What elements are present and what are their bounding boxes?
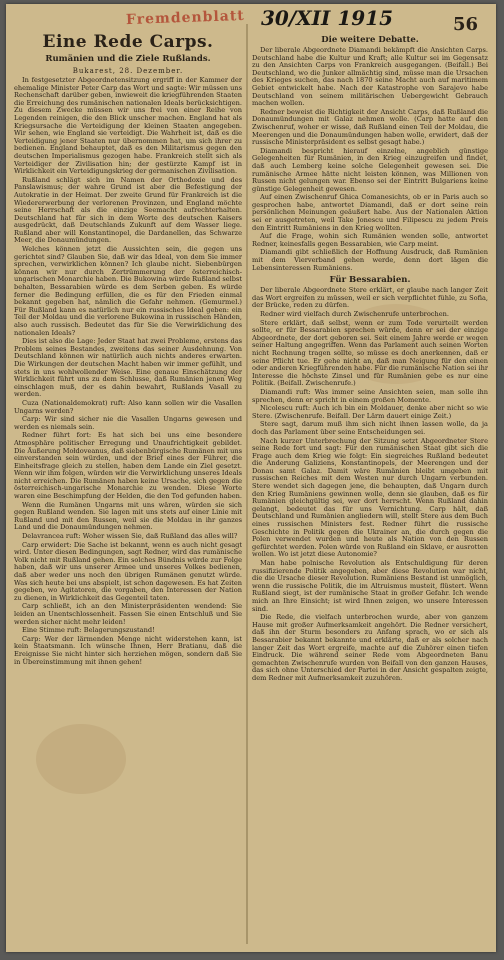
paragraph: Redner führt fort: Es hat sich bei uns eine besondere Atmosphäre politischer Erregung und Unaufrichtigkeit gebildet. Die Äußerung Mołdoveanus, daß siebenbürgische Rumänen mit uns einverstanden sein würden, und der Brief eines der Führer, die Einheitsfrage gleich zu stellen, haben dem Lande ein Ziel gesetzt. Wenn wir ihm folgen, würden wir die Verwirklichung unseres Ideals nicht erreichen. Die Rumänen haben keine Ursache, sich gegen die österreichisch-ungarische Monarchie zu wenden. Diese Worte waren eine Beschimpfung der Helden, die den Tod gefunden haben. (14, 431, 242, 501)
paragraph: Cuza (Nationaldemokrat) ruft: Also kann sollen wir die Vasallen Ungarns werden? (14, 398, 242, 415)
paragraph: Die Rede, die vielfach unterbrochen wurde, aber von ganzem Hause mit großer Aufmerksamkeit angehört. Die Redner versichert, daß ihn der Sturm besonders zu Anfang sprach, wo er sich als Bessarabier bekannt bekannte und erklärte, daß er als solcher nach langer Zeit das Wort ergreife, machte auf die Zuhörer einen tiefen Eindruck. Die während seiner Rede vom Abgeordneten Banu gemachten Zwischenrufe wurden von Beifall von den ganzen Hauses, das sich ohne Unterschied der Partei in der Ansicht gespalten zeigte, dem Redner mit Aufmerksamkeit zuzuhören. (252, 613, 488, 682)
paragraph: Der liberale Abgeordnete Stere erklärt, er glaube nach langer Zeit das Wort ergreifen zu müssen, weil er sich verpflichtet fühle, zu Sofia, der Brücke, reden zu dürfen. (252, 286, 488, 310)
article-dateline: Bukarest, 28. Dezember. (72, 67, 184, 75)
paragraph: Dies ist also die Lage: Jeder Staat hat zwei Probleme, erstens das Problem seines Bestandes, zweitens das seiner Ausdehnung. Von Deutschland können wir natürlich auch nichts anderes erwarten. Die Wirkungen der deutschen Macht haben wir immer gefühlt, und stets in uns wohlwollender Weise. Eine genaue Einschätzung der Wirklichkeit führt uns zu dem Schlusse, daß Rumänien jenen Weg einschlagen muß, der es dahin bewahrt, Rußlands Vasall zu werden. (14, 337, 242, 399)
page-number: 56 (453, 14, 479, 35)
article-headline: Eine Rede Carps. (42, 32, 214, 52)
paragraph: Carp: Wir sind sicher nie die Vasallen Ungarns gewesen und werden es niemals sein. (14, 415, 242, 431)
paragraph: Nicolescu ruft: Auch ich bin ein Moldauer, denke aber nicht so wie Stere. (Zwischenrufe. Beifall. Der Lärm dauert einige Zeit.) (252, 404, 488, 420)
paragraph: Stere erklärt, daß selbst, wenn er zum Tode verurteilt werden sollte, er für Bessarabien sprechen würde, denn er sei der einzige Abgeordnete, der dort geboren sei. Seit einem Jahre werde er wegen seiner Haltung angegriffen. Wenn das Parlament auch seinen Worten nicht Rechnung tragen sollte, so müsse es doch anerkennen, daß er seine Pflicht tue. Er gehe nicht an, daß man Neigung für den einen oder anderen Kriegführenden habe. Für die rumänische Nation sei ihr Interesse die höchste Zinsel und für Rumänien gebe es nur eine Politik. (Beifall. Zwischenrufe.) (252, 318, 488, 388)
paragraph: Carp: Wer der lärmenden Menge nicht widerstehen kann, ist kein Staatsmann. Ich wünsche Ihnen, Herr Bratianu, daß die Ereignisse Sie nicht hinter sich herziehen mögen, sondern daß Sie in Übereinstimmung mit ihnen gehen! (14, 634, 242, 666)
paragraph: Diamandi gibt schließlich der Hoffnung Ausdruck, daß Rumänien mit dem Vierverband gehen werde, denn dort lägen die Lebensinteressen Rumäniens. (252, 248, 488, 272)
paragraph: Auf die Frage, wohin sich Rumänien wenden solle, antwortet Redner, keinesfalls gegen Bessarabien, wie Carp meint. (252, 232, 488, 248)
paragraph: Der liberale Abgeordnete Diamandi bekämpft die Ansichten Carps. Deutschland habe die Kultur und Kraft; alle Kultur sei im Gegensatz zu den Ansichten Carps von Frankreich ausgegangen. (Beifall.) Bei Deutschland, wo die Junker allmächtig sind, müsse man die Ursachen des Krieges suchen, das nach 1870 seine Macht auch auf maritimem Gebiet entwickelt habe. Nach der Katastrophe von Sarajevo habe Deutschland von seinem militärischen Uebergewicht Gebrauch machen wollen. (252, 46, 488, 108)
section-title-debate: Die weitere Debatte. (321, 35, 419, 45)
paragraph: Redner beweist die Richtigkeit der Ansicht Carps, daß Rußland die Donaumündungen mit Galaz nehmen wolle. (Carp hatte auf den Zwischenruf, woher er wisse, daß Rußland einen Teil der Moldau, die Meerengen und die Donaumündungen haben wolle, erwidert, daß der russische Ministerpräsident es selbst gesagt habe.) (252, 107, 488, 147)
clipping-sheet (6, 4, 496, 952)
section-title-bessarabia: Für Bessarabien. (329, 275, 411, 286)
paragraph: Auf einen Zwischenruf Ghica Comanesichts, ob er in Paris auch so gesprochen habe, antwortet Diamandi, daß er dort seine rein persönlichen Meinungen geäußert habe. Aus der Nationalen Aktion sei er ausgetreten, weil Take Jonescu und Filipescu zu jedem Preis den Eintritt Rumäniens in den Krieg wollten. (252, 193, 488, 232)
paragraph: Nach kurzer Unterbrechung der Sitzung setzt Abgeordneter Stere seine Rede fort und sagt: Für den rumänischen Staat gibt sich die Frage auch dem Krieg wie folgt: Ein siegreiches Rußland bedeutet die Anderung Galiziens, Konstantinopels, der Meerengen und der Donau samt Galaz. Damit wäre Rumänien bleibt umgeben mit russischen Reiches mit dem Westen nur durch Ungarn verbunden. Stere wendet sich dagegen jene, die behaupten, daß Ungarn durch den Krieg Rumäniens gewinnen wolle, denn sie glauben, daß es für Rumänien gleichgültig sei, wer dort herrscht. Wenn Rußland dahin gelangt, bedeutet das für uns Vernichtung. Carp hält, daß Deutschland und Rumänien angliedern will, stellt Stere aus dem Buch eines russischen Ministers fest. Redner führt die russische Geschichte in Politik gegen die Ukrainer an, die durch gegen die Polen verwendet wurden und heute als Nation von den Russen gefürchtet werden. Polen würde von Rußland ein Sklave, er ausrotten wollen. Wo ist jetzt diese Autonomie? (252, 436, 488, 559)
paragraph: In festgesetzter Abgeordnetensitzung ergriff in der Kammer der ehemalige Minister Peter Carp das Wort und sagte: Wir müssen uns Rechenschaft darüber geben, inwieweit die kriegführenden Staaten die Erreichung des rumänischen nationalen Ideals berücksichtigen. Zu diesem Zwecke müssen wir uns frei von einer Reihe von Legenden reinigen, die den Blick unscher machen. England hat als Kriegsursache die Verteidigung der kleinen Staaten angegeben. Wir sehen, wie England sie verteidigt. Die Wahrheit ist, daß es die Verteidigung jener Staaten nur übernommen hat, um sich ihrer zu bedienen. England behauptet, daß es den Militarismus gegen den deutschen Imperialismus gezogen habe. Frankreich stellt sich als Verteidiger der Zivilisation hin; der gestürzte Kampf ist in Wirklichkeit ein Verteidigungskrieg der germanischen Zivilisation. (14, 76, 242, 176)
paragraph: Man habe polnische Revolution als Entschuldigung für deren russifizierende Politik angegeben, aber diese Revolution war nicht, die die Ursache dieser Revolution. Rumäniens Bestand ist unmöglich, wenn die russische Politik, die im Altruismus musteit, flüstert. Wenn Rußland siegt, ist der rumänische Staat in großer Gefahr. Ich wende mich an Ihre Einsicht; ist wird Ihnen zeigen, wo unsere Interessen sind. (252, 559, 488, 613)
paragraph: Delavrancea ruft: Woher wissen Sie, daß Rußland das alles will? (22, 532, 238, 541)
column-fold (246, 24, 248, 944)
paragraph: Wenn die Rumänen Ungarns mit uns wären, würden sie sich gegen Rußland wenden. Sie lagen mit uns stets auf einer Linie mit Rußland und mit den Russen, weil sie die Moldau in ihr ganzes Land und die Donaumündungen nehmen. (14, 500, 242, 532)
paragraph: Diamandi bespricht hierauf einzelne, angeblich günstige Gelegenheiten für Rumänien, in den Krieg einzugreifen und findet, daß auch Lemberg keine solche Gelegenheit gewesen sei. Die rumänische Armee hätte nicht leisten können, was Millionen von Russen nicht gelungen war. Ebenso sei der Eintritt Bulgariens keine günstige Gelegenheit gewesen. (252, 146, 488, 193)
paragraph: Carp schließt, ich an den Ministerpräsidenten wendend: Sie leiden an Unentschlossenheit. Fassen Sie einen Entschluß und Sie werden sicher nicht mehr leiden! (14, 602, 242, 626)
paragraph: Redner wird vielfach durch Zwischenrufe unterbrochen. (260, 310, 449, 318)
newspaper-stamp: Fremdenblatt (125, 7, 246, 29)
article-subheadline: Rumänien und die Ziele Rußlands. (45, 54, 211, 64)
paragraph: Eine Stimme ruft: Belagerungszustand! (22, 626, 155, 635)
handwritten-date: 30/XII 1915 (261, 6, 393, 30)
paragraph: Rußland schlägt sich im Namen der Orthodoxie und des Panslawismus; der wahre Grund ist aber die Befestigung der Autokratie in der Heimat. Der zweite Grund für Frankreich ist die Wiedererwerbung der verlorenen Provinzen, und England möchte seine Herrschaft als die einzige Seemacht aufrechterhalten. Deutschland hat für sich in dem Worte des deutschen Kaisers ausgedrückt, daß Deutschlands Zukunft auf dem Wasser liege. Rußland aber will Konstantinopel, die Dardanellen, das Schwarze Meer, die Donaumündungen. (14, 175, 242, 245)
paragraph: Diamandi ruft: Was immer seine Ansichten seien, man solle ihn sprechen, denn er spricht in einem großen Momente. (252, 387, 488, 404)
paragraph: Carp erwidert: Die Sache ist bekannt, wenn es auch nicht gesagt wird. Unter diesen Bedingungen, sagt Redner, wird das rumänische Volk nicht mit Rußland gehen. Ein solches Bündnis würde zur Folge haben, daß wir uns unserer Armee und unseres Volkes bedienen, daß aber weder uns noch den übrigen Rumänen genutzt würde. Was sich heute bei uns abspielt, ist schon dagewesen. Es hat Zeiten gegeben, wo Agitatoren, die vorgaben, den Interessen der Nation zu dienen, in Wirklichkeit das Gegenteil taten. (14, 540, 242, 602)
right-column (252, 32, 488, 942)
left-column (14, 32, 242, 942)
paragraph: Stere sagt, darum muß ihm sich nicht ihnen lassen wolle, da ja doch das Parlament über seine Entscheidungen sei. (252, 420, 488, 436)
paragraph: Welches können jetzt die Aussichten sein, die gegen uns gerichtet sind? Glauben Sie, daß wir das Ideal, von dem Sie immer sprechen, verwirklichen können? Ich glaube nicht. Siebenbürgen können wir nur durch Zertrümmerung der österreichisch-ungarischen Monarchie haben. Die Bukowina würde Rußland selbst behalten, Bessarabien würde es dem Serben geben. Es würde ferner die Bedingung erfüllen, die es für den Frieden einmal bekannt gegeben hat, nämlich die Gefahr nehmen. (Gemurmel.) Für Rußland kann es natürlich nur ein russisches Ideal geben: ein Teil der Moldau und die verlorene Bukowina in russischen Händen, also auch russisch. Bedeutet das für Sie die Verwirklichung des nationalen Ideals? (14, 245, 242, 337)
